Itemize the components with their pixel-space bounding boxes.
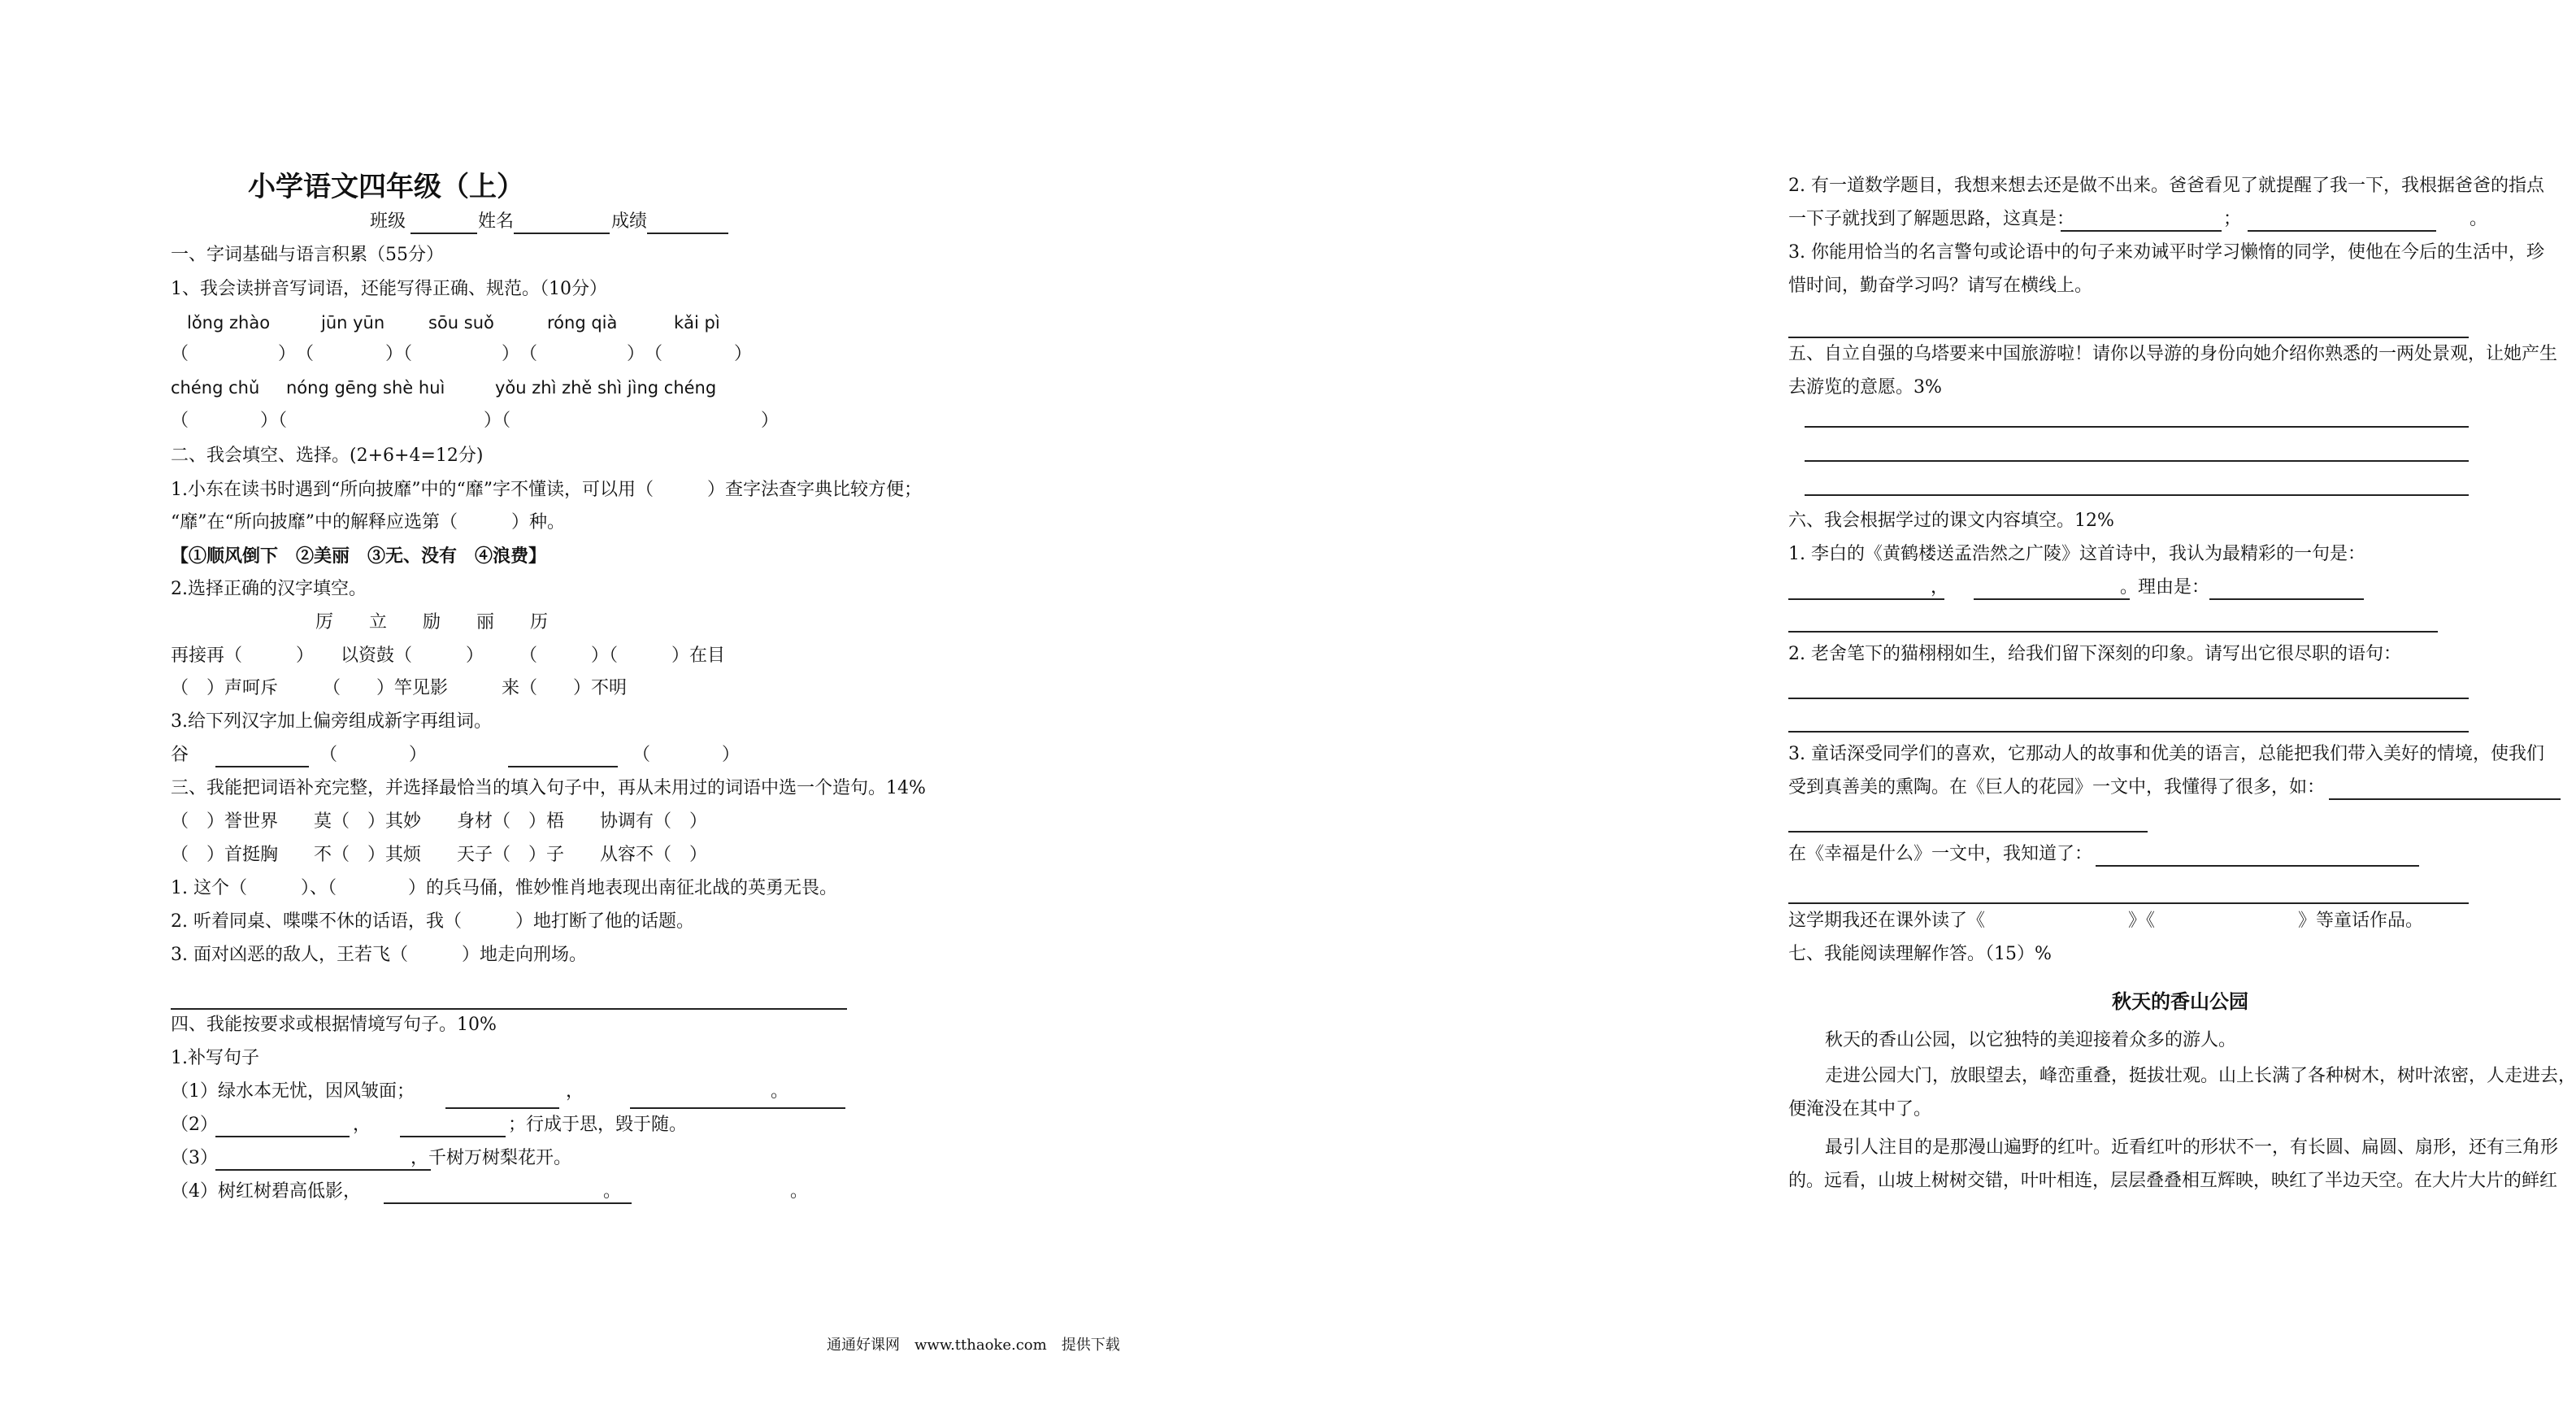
section2-q3-char: 谷	[171, 745, 189, 765]
section1-q1: 1、我会读拼音写词语，还能写得正确、规范。（10分）	[171, 279, 607, 299]
section2-q3: 3.给下列汉字加上偏旁组成新字再组词。	[171, 711, 492, 732]
name-label: 姓名	[478, 211, 515, 232]
section3-words-row2[interactable]: （ ）首挺胸 不（ ）其烦 天子（ ）子 从容不（ ）	[171, 845, 708, 865]
section4-item2: （2）	[171, 1115, 218, 1135]
section4-item4: （4）树红树碧高低影，	[171, 1181, 361, 1202]
answer-line[interactable]	[1788, 698, 2469, 699]
section4-q2-line1: 2. 有一道数学题目，我想来想去还是做不出来。爸爸看见了就提醒了我一下，我根据爸爸的指点	[1788, 176, 2544, 196]
answer-brackets-row[interactable]: （ ） （ ）（ ） （ ） （ ）	[171, 344, 753, 364]
answer-line[interactable]	[215, 766, 309, 767]
pinyin-item: yǒu zhì zhě shì jìng chéng	[495, 378, 717, 398]
pinyin-item: lǒng zhào	[187, 313, 271, 333]
answer-line[interactable]	[1788, 731, 2469, 733]
section2-q3-paren[interactable]: （ ）	[632, 745, 741, 765]
pinyin-item: chéng chǔ	[171, 378, 260, 398]
section3-heading: 三、我能把词语补充完整，并选择最恰当的填入句子中，再从未用过的词语中选一个造句。14%	[171, 778, 926, 798]
section4-item2-comma: ，	[353, 1115, 371, 1135]
pinyin-item: jūn yūn	[321, 313, 385, 333]
answer-line[interactable]	[384, 1202, 632, 1204]
section4-item1: （1）绿水本无忧，因风皱面；	[171, 1081, 415, 1102]
class-field[interactable]	[411, 233, 477, 234]
answer-line[interactable]	[1805, 494, 2469, 496]
section7-heading: 七、我能阅读理解作答。（15）%	[1788, 944, 2052, 964]
answer-line[interactable]	[508, 766, 618, 767]
answer-line[interactable]	[445, 1107, 559, 1109]
section6-q3-line2: 受到真善美的熏陶。在《巨人的花园》一文中，我懂得了很多，如：	[1788, 777, 2326, 798]
section2-q1-options: 【①顺风倒下 ②美丽 ③无、没有 ④浪费】	[171, 546, 547, 567]
section2-q1-line1: 1.小东在读书时遇到“所向披靡”中的“靡”字不懂读，可以用（ ）查字法查字典比较方便；	[171, 480, 922, 500]
page-title: 小学语文四年级（上）	[248, 171, 524, 203]
section3-q1[interactable]: 1. 这个（ ）、（ ）的兵马俑，惟妙惟肖地表现出南征北战的英勇无畏。	[171, 878, 837, 898]
answer-line[interactable]	[1788, 598, 1944, 600]
passage-paragraph: 走进公园大门，放眼望去，峰峦重叠，挺拔壮观。山上长满了各种树木，树叶浓密，人走进去，	[1825, 1066, 2576, 1086]
section6-q3-line3: 在《幸福是什么》一文中，我知道了：	[1788, 844, 2093, 864]
left-column	[0, 0, 1008, 1426]
answer-line[interactable]	[2061, 230, 2222, 232]
answer-line[interactable]	[215, 1169, 431, 1171]
section4-item3: （3）	[171, 1148, 218, 1168]
section2-q2: 2.选择正确的汉字填空。	[171, 579, 367, 599]
answer-line[interactable]	[1805, 426, 2469, 428]
answer-line[interactable]	[1805, 460, 2469, 462]
section3-q3[interactable]: 3. 面对凶恶的敌人，王若飞（ ）地走向刑场。	[171, 945, 587, 965]
answer-brackets-row[interactable]: （ ）（ ）（ ）	[171, 411, 780, 431]
answer-line[interactable]	[2209, 598, 2364, 600]
passage-paragraph: 秋天的香山公园，以它独特的美迎接着众多的游人。	[1825, 1030, 2237, 1050]
answer-line[interactable]	[215, 1136, 350, 1137]
name-field[interactable]	[514, 233, 610, 234]
passage-paragraph: 最引人注目的是那漫山遍野的红叶。近看红叶的形状不一，有长圆、扁圆、扇形，还有三角形	[1825, 1137, 2559, 1158]
answer-line[interactable]	[1788, 902, 2469, 904]
passage-paragraph: 便淹没在其中了。	[1788, 1099, 1932, 1119]
section3-words-row1[interactable]: （ ）誉世界 莫（ ）其妙 身材（ ）梧 协调有（ ）	[171, 811, 708, 832]
right-column	[1008, 0, 2576, 1426]
section2-q1-line2: “靡”在“所向披靡”中的解释应选第（ ）种。	[171, 512, 565, 533]
section4-item1-comma: ，	[566, 1081, 584, 1102]
section4-q2-end: 。	[2470, 209, 2488, 229]
passage-paragraph: 的。远看，山坡上树树交错，叶叶相连，层层叠叠相互辉映，映红了半边天空。在大片大片的鲜红	[1788, 1171, 2558, 1191]
section1-heading: 一、字词基础与语言积累（55分）	[171, 245, 444, 265]
section4-item2-rest: ；行成于思，毁于随。	[508, 1115, 688, 1135]
section6-q1: 1. 李白的《黄鹤楼送孟浩然之广陵》这首诗中，我认为最精彩的一句是：	[1788, 544, 2365, 564]
answer-line[interactable]	[1788, 631, 2438, 633]
section2-q3-paren[interactable]: （ ）	[319, 745, 428, 765]
section6-q1-comma: ，	[1931, 577, 1949, 598]
section6-q3-line4[interactable]: 这学期我还在课外读了《 》《 》等童话作品。	[1788, 911, 2424, 931]
answer-line[interactable]	[1788, 831, 2148, 833]
answer-line[interactable]	[400, 1136, 506, 1137]
section2-q2-row2[interactable]: （ ）声呵斥 （ ）竿见影 来（ ）不明	[171, 678, 628, 698]
answer-line[interactable]	[1974, 598, 2130, 600]
section4-heading: 四、我能按要求或根据情境写句子。10%	[171, 1015, 497, 1035]
section4-sub1: 1.补写句子	[171, 1048, 259, 1068]
section6-q3-line1: 3. 童话深受同学们的喜欢，它那动人的故事和优美的语言，总能把我们带入美好的情境，使我们	[1788, 744, 2544, 764]
section3-q2[interactable]: 2. 听着同桌、喋喋不休的话语，我（ ）地打断了他的话题。	[171, 911, 694, 932]
section5-heading-line1: 五、自立自强的乌塔要来中国旅游啦！请你以导游的身份向她介绍你熟悉的一两处景观，让她产生	[1788, 344, 2558, 364]
pinyin-item: sōu suǒ	[428, 313, 494, 333]
score-label: 成绩	[611, 211, 648, 232]
answer-line[interactable]	[1788, 337, 2469, 338]
pinyin-item: nóng gēng shè huì	[286, 378, 445, 398]
section4-q3-line2: 惜时间，勤奋学习吗？请写在横线上。	[1788, 276, 2093, 296]
section4-item4-period: 。	[790, 1181, 809, 1202]
section6-heading: 六、我会根据学过的课文内容填空。12%	[1788, 511, 2114, 531]
section4-q2-sep: ；	[2223, 209, 2242, 229]
section4-q3-line1: 3. 你能用恰当的名言警句或论语中的句子来劝诫平时学习懒惰的同学，使他在今后的生活中，珍	[1788, 242, 2544, 263]
section4-item3-rest: ，千树万树梨花开。	[411, 1148, 572, 1168]
section4-item4-period: 。	[603, 1181, 622, 1202]
answer-line[interactable]	[2248, 230, 2436, 232]
answer-line[interactable]	[630, 1107, 845, 1109]
section2-q2-chars: 厉 立 励 丽 历	[315, 612, 549, 633]
section5-heading-line2: 去游览的意愿。3%	[1788, 377, 1942, 398]
answer-line[interactable]	[2329, 798, 2561, 800]
section6-q1-reason: 。理由是：	[2120, 577, 2210, 598]
section4-q2-line2: 一下子就找到了解题思路，这真是：	[1788, 209, 2075, 229]
section2-q2-row1[interactable]: 再接再（ ） 以资鼓（ ） （ ）（ ）在目	[171, 646, 726, 666]
score-field[interactable]	[647, 233, 728, 234]
passage-title: 秋天的香山公园	[2112, 989, 2248, 1013]
answer-line[interactable]	[2096, 865, 2419, 867]
footer-text: 通通好课网 www.tthaoke.com 提供下载	[827, 1337, 1120, 1354]
pinyin-item: kǎi pì	[674, 313, 720, 333]
pinyin-item: róng qià	[547, 313, 618, 333]
section4-item1-period: 。	[771, 1081, 789, 1102]
section6-q2: 2. 老舍笔下的猫栩栩如生，给我们留下深刻的印象。请写出它很尽职的语句：	[1788, 644, 2401, 664]
answer-line[interactable]	[171, 1008, 847, 1010]
section2-heading: 二、我会填空、选择。(2+6+4=12分)	[171, 446, 484, 466]
class-label: 班级	[370, 211, 406, 232]
